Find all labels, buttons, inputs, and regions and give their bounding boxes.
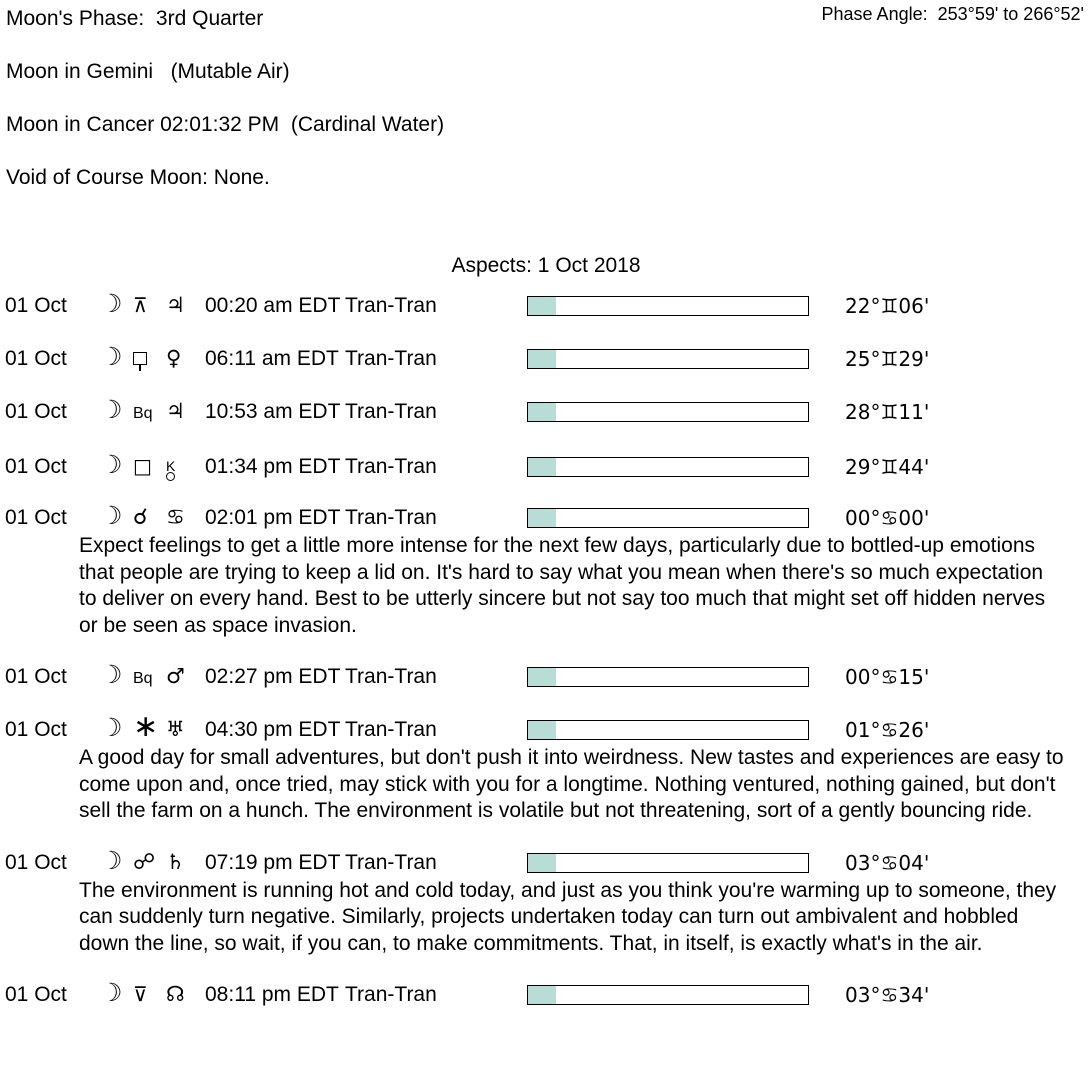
conjunction-glyph: ☌ <box>133 505 148 530</box>
moon-glyph: ☽ <box>100 342 123 371</box>
aspect-bar-cell <box>527 402 810 422</box>
aspect-glyph-cell <box>133 851 166 875</box>
aspect-degree: 29°♊44' <box>845 455 930 479</box>
aspect-degree: 01°♋26' <box>845 718 930 742</box>
aspect-glyph-cell <box>133 347 166 371</box>
moon-glyph: ☽ <box>100 289 123 318</box>
sesquiquadrate-glyph <box>133 352 147 371</box>
aspect-degree: 03°♋04' <box>845 850 930 875</box>
moon-ingress-line: Moon in Cancer 02:01:32 PM (Cardinal Water) <box>6 113 445 136</box>
aspect-type: Tran-Tran <box>345 400 437 423</box>
moon-glyph: ☽ <box>100 660 123 689</box>
chiron-glyph: K <box>166 460 175 481</box>
aspect-row <box>5 395 1087 424</box>
aspect-degree: 03°♋34' <box>845 983 930 1007</box>
moon-glyph-cell <box>100 342 133 371</box>
aspect-glyph-cell <box>133 665 166 689</box>
aspect-glyph-cell <box>133 400 166 424</box>
aspect-type: Tran-Tran <box>345 347 437 370</box>
aspect-bar-cell <box>527 349 810 369</box>
aspect-glyph-cell <box>133 455 166 479</box>
quincunx-glyph: ⊼ <box>133 293 148 317</box>
aspect-type: Tran-Tran <box>345 665 437 688</box>
aspect-glyph-cell <box>133 506 166 530</box>
aspect-degree: 00°♋15' <box>845 665 930 689</box>
uranus-glyph: ♅ <box>166 717 185 741</box>
biquintile-glyph: Bq <box>133 670 153 687</box>
phase-angle-line: Phase Angle: 253°59' to 266°52' <box>821 4 1084 24</box>
aspect-row <box>5 845 1087 875</box>
orb-progress-fill <box>528 668 556 686</box>
aspect-time: 10:53 am EDT <box>205 400 341 423</box>
moon-glyph: ☽ <box>100 395 123 424</box>
body-glyph-cell <box>166 718 205 742</box>
aspect-degree: 25°♊29' <box>845 347 930 371</box>
aspect-date: 01 Oct <box>5 294 67 317</box>
aspect-type: Tran-Tran <box>345 506 437 529</box>
aspect-bar-cell <box>527 985 810 1005</box>
moon-glyph-cell <box>100 395 133 424</box>
aspect-time: 04:30 pm EDT <box>205 718 341 741</box>
aspect-glyph-cell <box>133 294 166 318</box>
aspect-time: 08:11 pm EDT <box>205 983 339 1006</box>
orb-progress-fill <box>528 509 556 527</box>
aspect-time: 07:19 pm EDT <box>205 850 341 874</box>
biquintile-glyph: Bq <box>133 405 153 422</box>
opposition-glyph: ☍ <box>133 849 156 875</box>
cancer-sign-glyph: ♋ <box>166 505 185 529</box>
aspect-date: 01 Oct <box>5 850 67 874</box>
aspect-bar-cell <box>527 720 810 740</box>
orb-progress-bar <box>527 457 809 477</box>
saturn-glyph: ♄ <box>166 849 185 874</box>
aspect-type: Tran-Tran <box>345 455 437 478</box>
orb-progress-bar <box>527 853 809 873</box>
aspect-row <box>5 660 1087 689</box>
jupiter-glyph: ♃ <box>166 293 185 317</box>
moon-glyph-cell <box>100 450 133 479</box>
aspect-date: 01 Oct <box>5 983 67 1006</box>
aspect-bar-cell <box>527 853 810 873</box>
aspect-row <box>5 289 1087 318</box>
moon-glyph: ☽ <box>100 713 123 742</box>
semisextile-glyph: ⊽ <box>133 982 148 1006</box>
aspect-date: 01 Oct <box>5 455 67 478</box>
aspect-glyph-cell <box>133 709 166 744</box>
orb-progress-fill <box>528 350 556 368</box>
square-glyph: □ <box>133 454 152 478</box>
moon-phase-line: Moon's Phase: 3rd Quarter <box>6 7 264 30</box>
orb-progress-bar <box>527 508 809 528</box>
aspect-date: 01 Oct <box>5 400 67 423</box>
body-glyph-cell <box>166 347 205 371</box>
moon-glyph-cell <box>100 289 133 318</box>
aspect-date: 01 Oct <box>5 506 67 529</box>
aspect-bar-cell <box>527 667 810 687</box>
orb-progress-fill <box>528 297 556 315</box>
aspect-interpretation: The environment is running hot and cold today, and just as you think you're warming up to someone, they can suddenly turn negative. Similarly, projects undertaken today can turn out ambivalent and hobbled down the line, so wait, if you can, to make commitments. That, in itself, is exactly what's in the air. <box>79 878 1057 955</box>
jupiter-glyph: ♃ <box>166 399 185 423</box>
body-glyph-cell <box>166 294 205 318</box>
aspect-date: 01 Oct <box>5 718 67 741</box>
aspect-interpretation: Expect feelings to get a little more intense for the next few days, particularly due to bottled-up emotions that people are trying to keep a lid on. It's hard to say what you mean when there's so much expectation to deliver on every hand. Best to be utterly sincere but not say too much that might set off hidden nerves or be seen as space invasion. <box>79 534 1046 637</box>
orb-progress-bar <box>527 720 809 740</box>
moon-glyph-cell <box>100 660 133 689</box>
venus-glyph: ♀ <box>166 346 182 370</box>
moon-glyph-cell <box>100 978 133 1007</box>
aspect-bar-cell <box>527 457 810 477</box>
sextile-glyph: ∗ <box>133 709 159 744</box>
aspect-time: 00:20 am EDT <box>205 294 341 317</box>
moon-glyph-cell <box>100 501 133 530</box>
moon-glyph-cell <box>100 845 133 875</box>
aspect-glyph-cell <box>133 983 166 1007</box>
orb-progress-fill <box>528 458 556 476</box>
mars-glyph: ♂ <box>166 664 185 688</box>
aspect-type: Tran-Tran <box>345 294 437 317</box>
orb-progress-bar <box>527 667 809 687</box>
moon-sign-line: Moon in Gemini (Mutable Air) <box>6 60 290 83</box>
aspect-bar-cell <box>527 508 810 528</box>
orb-progress-fill <box>528 403 556 421</box>
aspect-type: Tran-Tran <box>345 850 437 874</box>
aspect-interpretation: A good day for small adventures, but don't push it into weirdness. New tastes and experiences are easy to come upon and, once tried, may stick with you for a longtime. Nothing ventured, nothing gained, but don't sell the farm on a hunch. The environment is volatile but not threatening, sort of a gently bouncing ride. <box>79 746 1064 822</box>
aspect-row <box>5 709 1087 744</box>
aspects-title: Aspects: 1 Oct 2018 <box>451 254 641 277</box>
body-glyph-cell <box>166 851 205 875</box>
aspect-degree: 28°♊11' <box>845 400 930 424</box>
aspect-row <box>5 342 1087 371</box>
aspect-row <box>5 450 1087 479</box>
moon-glyph: ☽ <box>100 845 123 875</box>
aspect-date: 01 Oct <box>5 347 67 370</box>
orb-progress-bar <box>527 985 809 1005</box>
north-node-glyph: ☊ <box>166 982 185 1006</box>
aspect-degree: 00°♋00' <box>845 506 930 530</box>
moon-glyph: ☽ <box>100 501 123 530</box>
orb-progress-bar <box>527 296 809 316</box>
aspect-degree: 22°♊06' <box>845 294 930 318</box>
orb-progress-bar <box>527 402 809 422</box>
orb-progress-fill <box>528 721 556 739</box>
aspect-row <box>5 501 1087 530</box>
aspect-row <box>5 978 1087 1007</box>
moon-glyph: ☽ <box>100 978 123 1007</box>
moon-glyph: ☽ <box>100 450 123 479</box>
aspect-time: 01:34 pm EDT <box>205 455 341 478</box>
orb-progress-fill <box>528 854 556 872</box>
aspect-time: 06:11 am EDT <box>205 347 339 370</box>
body-glyph-cell <box>166 400 205 424</box>
body-glyph-cell <box>166 665 205 689</box>
aspect-date: 01 Oct <box>5 665 67 688</box>
void-of-course-line: Void of Course Moon: None. <box>6 166 270 189</box>
aspect-bar-cell <box>527 296 810 316</box>
aspects-list <box>5 289 1087 1036</box>
moon-glyph-cell <box>100 713 133 742</box>
aspect-type: Tran-Tran <box>345 983 437 1006</box>
aspect-time: 02:01 pm EDT <box>205 506 341 529</box>
aspect-time: 02:27 pm EDT <box>205 665 341 688</box>
aspect-type: Tran-Tran <box>345 718 437 741</box>
body-glyph-cell <box>166 453 205 481</box>
orb-progress-fill <box>528 986 556 1004</box>
body-glyph-cell <box>166 506 205 530</box>
orb-progress-bar <box>527 349 809 369</box>
body-glyph-cell <box>166 983 205 1007</box>
